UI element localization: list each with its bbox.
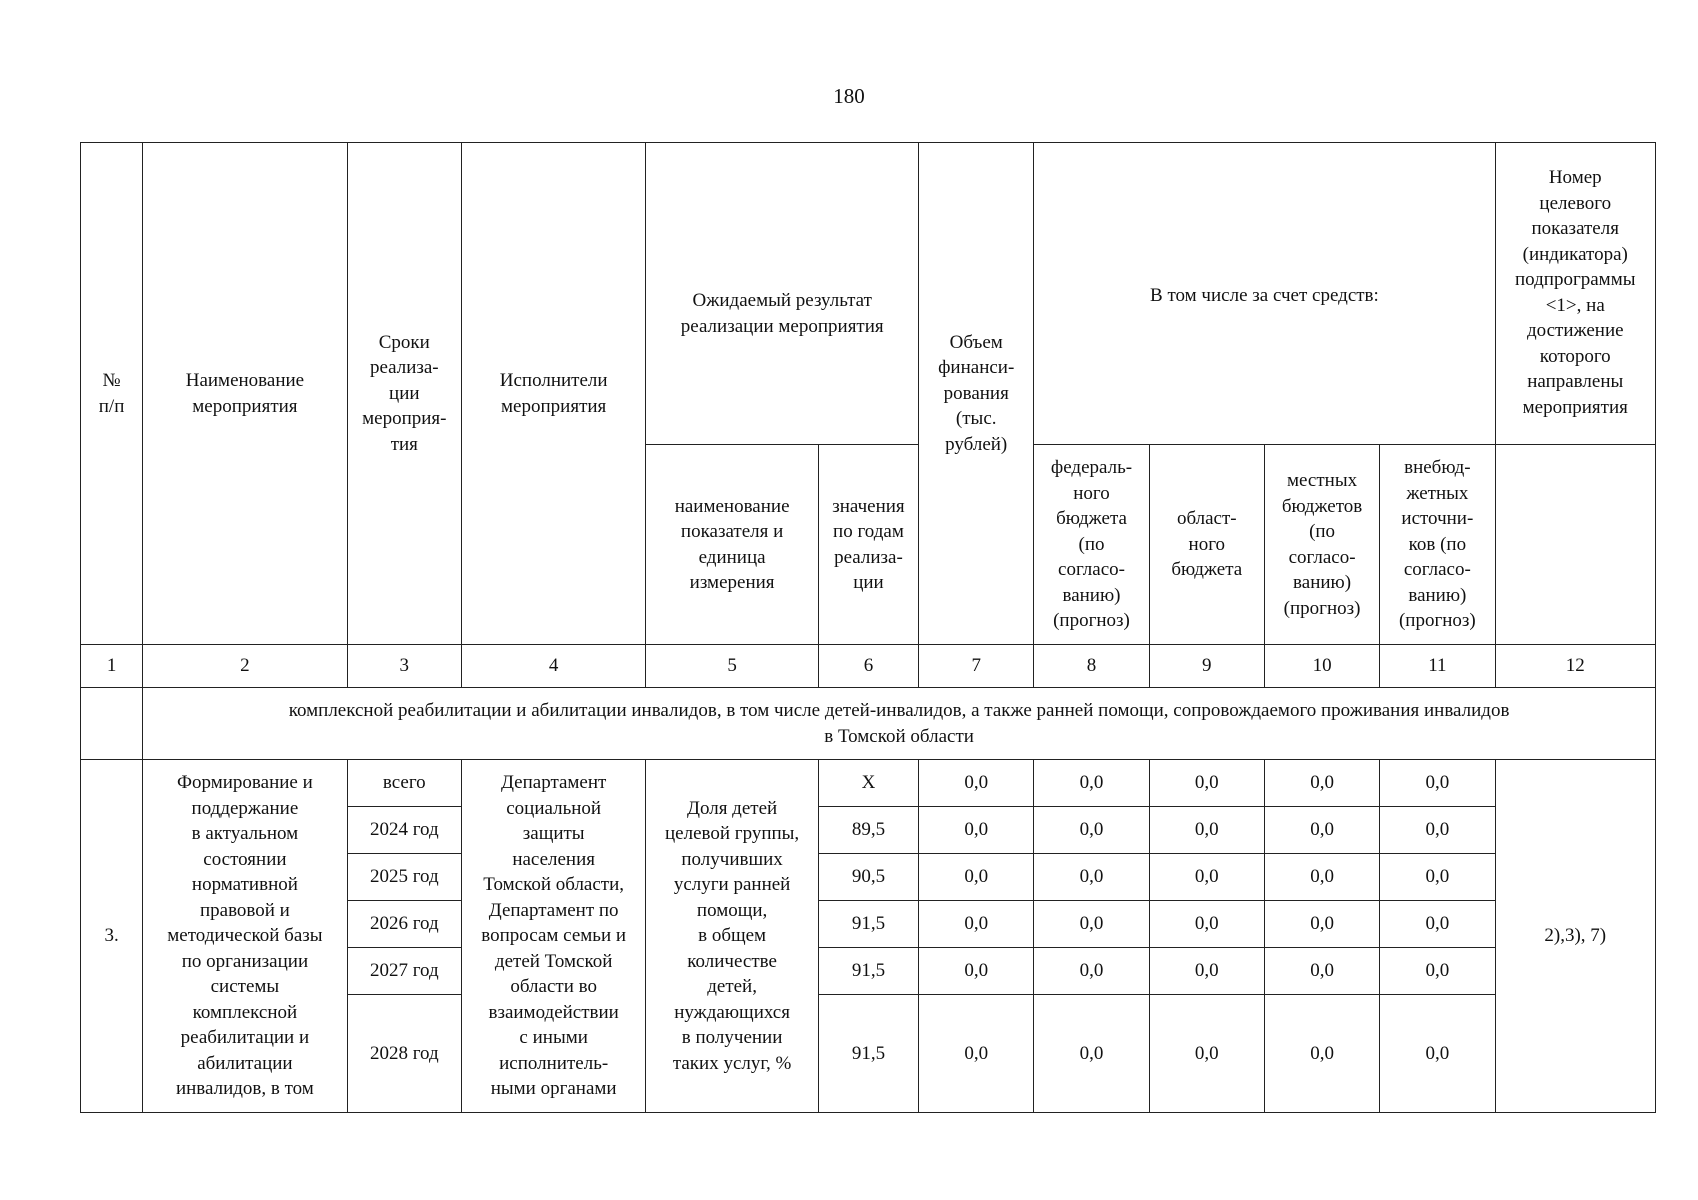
indicator-value: 91,5 [818, 901, 918, 948]
header-target-indicator-empty [1495, 445, 1656, 645]
column-number: 5 [646, 645, 818, 688]
indicator-value: 91,5 [818, 948, 918, 995]
header-expected-result: Ожидаемый результат реализации мероприятия [646, 143, 919, 445]
local-budget-value: 0,0 [1264, 807, 1379, 854]
header-terms: Сроки реализа- ции мероприя- тия [347, 143, 461, 645]
activity-row [81, 760, 1656, 807]
period-label: всего [347, 760, 461, 807]
header-indicator-name: наименование показателя и единица измерения [646, 445, 818, 645]
regional-budget-value: 0,0 [1149, 854, 1264, 901]
section-empty-cell [81, 688, 143, 760]
column-numbers-row [81, 645, 1656, 688]
header-row-1 [81, 143, 1656, 445]
federal-budget-value: 0,0 [1034, 854, 1149, 901]
funding-volume: 0,0 [919, 760, 1034, 807]
header-indicator-values: значения по годам реализа- ции [818, 445, 918, 645]
federal-budget-value: 0,0 [1034, 901, 1149, 948]
header-activity-name: Наименование мероприятия [143, 143, 348, 645]
funding-volume: 0,0 [919, 995, 1034, 1113]
local-budget-value: 0,0 [1264, 901, 1379, 948]
indicator-value: 90,5 [818, 854, 918, 901]
funding-volume: 0,0 [919, 948, 1034, 995]
column-number: 11 [1380, 645, 1495, 688]
local-budget-value: 0,0 [1264, 854, 1379, 901]
federal-budget-value: 0,0 [1034, 760, 1149, 807]
activity-executors: Департамент социальной защиты населения Томской области, Департамент по вопросам семьи и детей Томской области во взаимодействии с иными исполнитель- ными органами [461, 760, 645, 1113]
header-funding-volume: Объем финанси- рования (тыс. рублей) [919, 143, 1034, 645]
header-federal-budget: федераль- ного бюджета (по согласо- ванию) (прогноз) [1034, 445, 1149, 645]
funding-volume: 0,0 [919, 807, 1034, 854]
period-label: 2025 год [347, 854, 461, 901]
column-number: 10 [1264, 645, 1379, 688]
extrabudgetary-value: 0,0 [1380, 995, 1495, 1113]
header-regional-budget: област- ного бюджета [1149, 445, 1264, 645]
funding-volume: 0,0 [919, 854, 1034, 901]
federal-budget-value: 0,0 [1034, 807, 1149, 854]
header-number: № п/п [81, 143, 143, 645]
header-target-indicator: Номер целевого показателя (индикатора) подпрограммы <1>, на достижение которого направлены мероприятия [1495, 143, 1656, 445]
indicator-value: 89,5 [818, 807, 918, 854]
local-budget-value: 0,0 [1264, 760, 1379, 807]
header-extrabudgetary: внебюд- жетных источни- ков (по согласо- ванию) (прогноз) [1380, 445, 1495, 645]
period-label: 2028 год [347, 995, 461, 1113]
local-budget-value: 0,0 [1264, 995, 1379, 1113]
column-number: 4 [461, 645, 645, 688]
header-executors: Исполнители мероприятия [461, 143, 645, 645]
period-label: 2027 год [347, 948, 461, 995]
activity-name: Формирование и поддержание в актуальном состоянии нормативной правовой и методической базы по организации системы комплексной реабилитации и абилитации инвалидов, в том [143, 760, 348, 1113]
local-budget-value: 0,0 [1264, 948, 1379, 995]
indicator-value: Х [818, 760, 918, 807]
indicator-value: 91,5 [818, 995, 918, 1113]
section-row [81, 688, 1656, 760]
extrabudgetary-value: 0,0 [1380, 760, 1495, 807]
regional-budget-value: 0,0 [1149, 995, 1264, 1113]
section-title: комплексной реабилитации и абилитации инвалидов, в том числе детей-инвалидов, а также ранней помощи, сопровождаемого проживания инвалидов в Томской области [143, 688, 1656, 760]
regional-budget-value: 0,0 [1149, 901, 1264, 948]
column-number: 9 [1149, 645, 1264, 688]
regional-budget-value: 0,0 [1149, 807, 1264, 854]
funding-volume: 0,0 [919, 901, 1034, 948]
indicator-name: Доля детей целевой группы, получивших услуги ранней помощи, в общем количестве детей, нуждающихся в получении таких услуг, % [646, 760, 818, 1113]
column-number: 2 [143, 645, 348, 688]
period-label: 2024 год [347, 807, 461, 854]
extrabudgetary-value: 0,0 [1380, 948, 1495, 995]
federal-budget-value: 0,0 [1034, 948, 1149, 995]
regional-budget-value: 0,0 [1149, 760, 1264, 807]
activity-number: 3. [81, 760, 143, 1113]
column-number: 6 [818, 645, 918, 688]
page-number: 180 [833, 84, 865, 108]
header-funding-sources: В том числе за счет средств: [1034, 143, 1495, 445]
extrabudgetary-value: 0,0 [1380, 854, 1495, 901]
column-number: 7 [919, 645, 1034, 688]
header-local-budgets: местных бюджетов (по согласо- ванию) (прогноз) [1264, 445, 1379, 645]
column-number: 1 [81, 645, 143, 688]
program-activities-table [80, 142, 1656, 1113]
extrabudgetary-value: 0,0 [1380, 807, 1495, 854]
period-label: 2026 год [347, 901, 461, 948]
column-number: 8 [1034, 645, 1149, 688]
federal-budget-value: 0,0 [1034, 995, 1149, 1113]
column-number: 3 [347, 645, 461, 688]
regional-budget-value: 0,0 [1149, 948, 1264, 995]
extrabudgetary-value: 0,0 [1380, 901, 1495, 948]
column-number: 12 [1495, 645, 1656, 688]
target-indicator-numbers: 2),3), 7) [1495, 760, 1656, 1113]
